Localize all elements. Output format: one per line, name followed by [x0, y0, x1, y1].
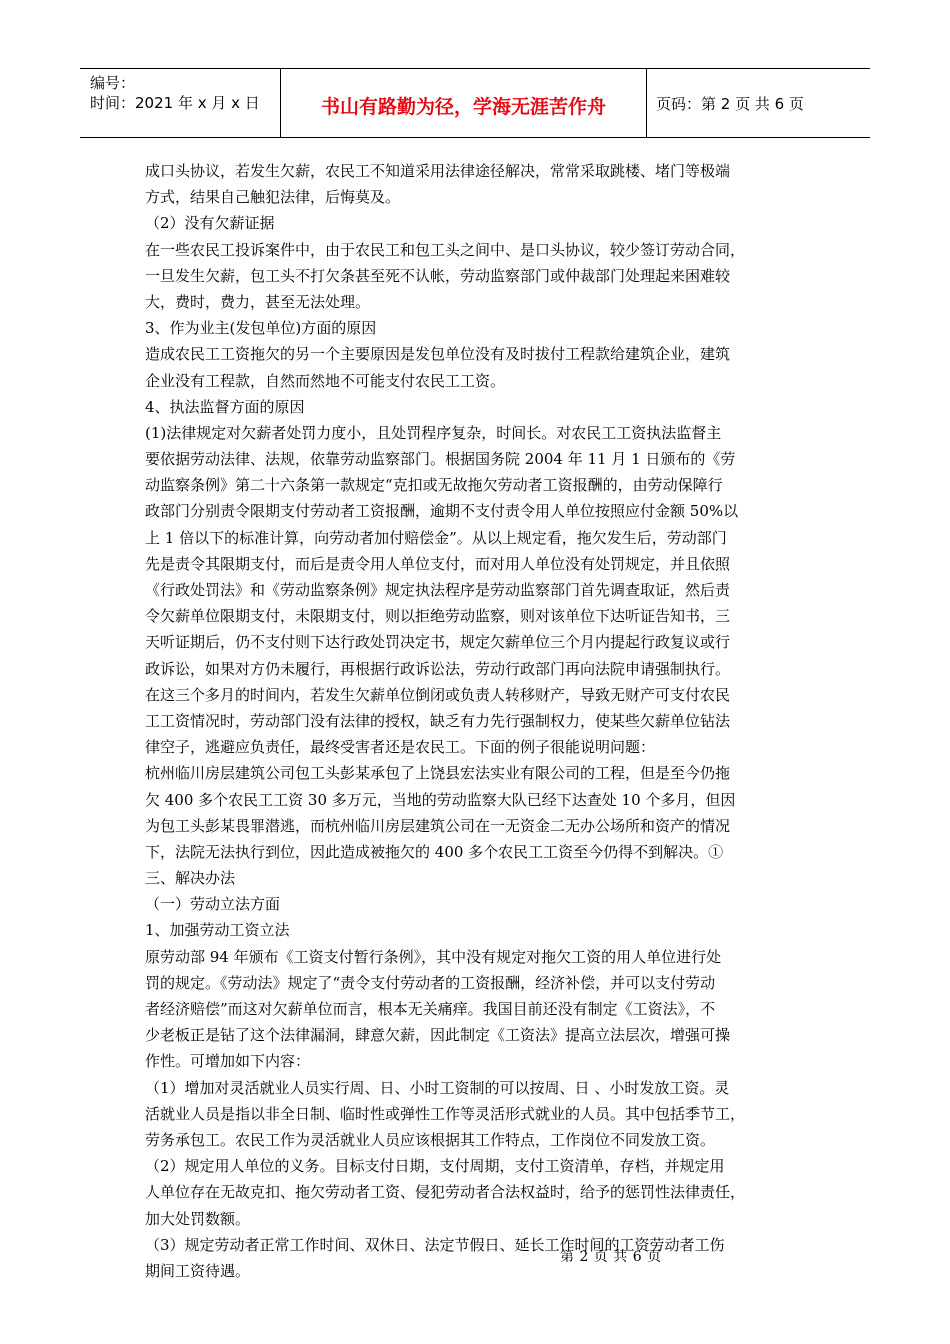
- page-header: [80, 68, 870, 138]
- body-line: 3、作为业主(发包单位)方面的原因: [145, 319, 377, 338]
- body-line: 方式，结果自己触犯法律，后悔莫及。: [145, 188, 401, 207]
- body-line: 政诉讼，如果对方仍未履行，再根据行政诉讼法，劳动行政部门再向法院申请强制执行。: [145, 659, 731, 678]
- page-footer: 第 2 页 共 6 页: [560, 1249, 662, 1265]
- body-line: 罚的规定。《劳动法》规定了“责令支付劳动者的工资报酬，经济补偿，并可以支付劳动: [145, 973, 716, 992]
- body-line: 天听证期后，仍不支付则下达行政处罚决定书，规定欠薪单位三个月内提起行政复议或行: [145, 633, 731, 652]
- body-line: 4、执法监督方面的原因: [145, 397, 305, 416]
- document-number-label: 编号：: [90, 74, 136, 92]
- body-line: 律空子，逃避应负责任，最终受害者还是农民工。下面的例子很能说明问题：: [145, 738, 656, 757]
- body-line: 下，法院无法执行到位，因此造成被拖欠的 400 多个农民工工资至今仍得不到解决。①: [145, 842, 724, 861]
- document-body: [145, 158, 817, 1284]
- body-line: 1、加强劳动工资立法: [145, 921, 290, 940]
- body-line: 先是责令其限期支付，而后是责令用人单位支付，而对用人单位没有处罚规定，并且依照: [145, 554, 731, 573]
- body-line: 在一些农民工投诉案件中，由于农民工和包工头之间中、是口头协议，较少签订劳动合同，: [145, 240, 746, 259]
- body-line: 造成农民工工资拖欠的另一个主要原因是发包单位没有及时拔付工程款给建筑企业，建筑: [145, 345, 731, 364]
- body-line: （1）增加对灵活就业人员实行周、日、小时工资制的可以按周、日 、小时发放工资。灵: [145, 1078, 730, 1097]
- body-line: （一）劳动立法方面: [145, 895, 281, 914]
- body-line: （3）规定劳动者正常工作时间、双休日、法定节假日、延长工作时间的工资劳动者工伤: [145, 1235, 725, 1254]
- header-motto: 书山有路勤为径，学海无涯苦作舟: [280, 69, 647, 137]
- body-line: 在这三个多月的时间内，若发生欠薪单位倒闭或负责人转移财产，导致无财产可支付农民: [145, 685, 731, 704]
- body-line: 成口头协议，若发生欠薪，农民工不知道采用法律途径解决，常常采取跳楼、堵门等极端: [145, 162, 731, 180]
- body-line: 大，费时，费力，甚至无法处理。: [145, 292, 371, 311]
- body-line: 一旦发生欠薪，包工头不打欠条甚至死不认帐，劳动监察部门或仲裁部门处理起来困难较: [145, 266, 731, 285]
- body-line: 令欠薪单位限期支付，未限期支付，则以拒绝劳动监察，则对该单位下达听证告知书，三: [145, 607, 731, 626]
- header-page-number: 页码：第 2 页 共 6 页: [656, 94, 804, 113]
- body-line: 加大处罚数额。: [145, 1209, 251, 1228]
- body-line: 要依据劳动法律、法规，依靠劳动监察部门。根据国务院 2004 年 11 月 1 日颁布的《劳: [145, 450, 736, 469]
- body-line: 工工资情况时，劳动部门没有法律的授权，缺乏有力先行强制权力，使某些欠薪单位钻法: [145, 711, 731, 730]
- body-line: 杭州临川房层建筑公司包工头彭某承包了上饶县宏法实业有限公司的工程，但是至今仍拖: [145, 764, 731, 783]
- body-line: 人单位存在无故克扣、拖欠劳动者工资、侵犯劳动者合法权益时，给予的惩罚性法律责任，: [145, 1183, 746, 1202]
- body-line: 企业没有工程款，自然而然地不可能支付农民工工资。: [145, 371, 506, 390]
- document-date-label: 时间：2021 年 x 月 x 日: [90, 94, 260, 112]
- body-line: 政部门分别责令限期支付劳动者工资报酬，逾期不支付责令用人单位按照应付金额 50%以: [145, 502, 739, 521]
- body-line: 三、解决办法: [145, 869, 236, 888]
- body-line: (1)法律规定对欠薪者处罚力度小，且处罚程序复杂，时间长。对农民工工资执法监督主: [145, 423, 722, 442]
- body-line: 原劳动部 94 年颁布《工资支付暂行条例》，其中没有规定对拖欠工资的用人单位进行处: [145, 947, 722, 966]
- body-line: （2）没有欠薪证据: [145, 214, 275, 233]
- body-line: 少老板正是钻了这个法律漏洞，肆意欠薪，因此制定《工资法》提高立法层次，增强可操: [145, 1026, 731, 1045]
- body-line: （2）规定用人单位的义务。目标支付日期，支付周期，支付工资清单，存档，并规定用: [145, 1157, 725, 1176]
- body-line: 《行政处罚法》和《劳动监察条例》规定执法程序是劳动监察部门首先调查取证，然后责: [145, 581, 731, 599]
- body-line: 上 1 倍以下的标准计算，向劳动者加付赔偿金”。从以上规定看，拖欠发生后，劳动部门: [145, 528, 727, 547]
- body-line: 活就业人员是指以非全日制、临时性或弹性工作等灵活形式就业的人员。其中包括季节工，: [145, 1104, 746, 1123]
- body-line: 动监察条例》第二十六条第一款规定“克扣或无故拖欠劳动者工资报酬的，由劳动保障行: [145, 476, 723, 495]
- body-line: 期间工资待遇。: [145, 1261, 251, 1280]
- body-line: 者经济赔偿”而这对欠薪单位而言，根本无关痛痒。我国目前还没有制定《工资法》，不: [145, 1000, 716, 1018]
- body-line: 作性。可增加如下内容：: [145, 1052, 311, 1071]
- body-line: 为包工头彭某畏罪潜逃，而杭州临川房层建筑公司在一无资金二无办公场所和资产的情况: [145, 816, 731, 835]
- body-line: 劳务承包工。农民工作为灵活就业人员应该根据其工作特点，工作岗位不同发放工资。: [145, 1130, 716, 1149]
- header-meta: [80, 69, 280, 137]
- body-line: 欠 400 多个农民工工资 30 多万元，当地的劳动监察大队已经下达查处 10 个多月，但因: [145, 790, 736, 809]
